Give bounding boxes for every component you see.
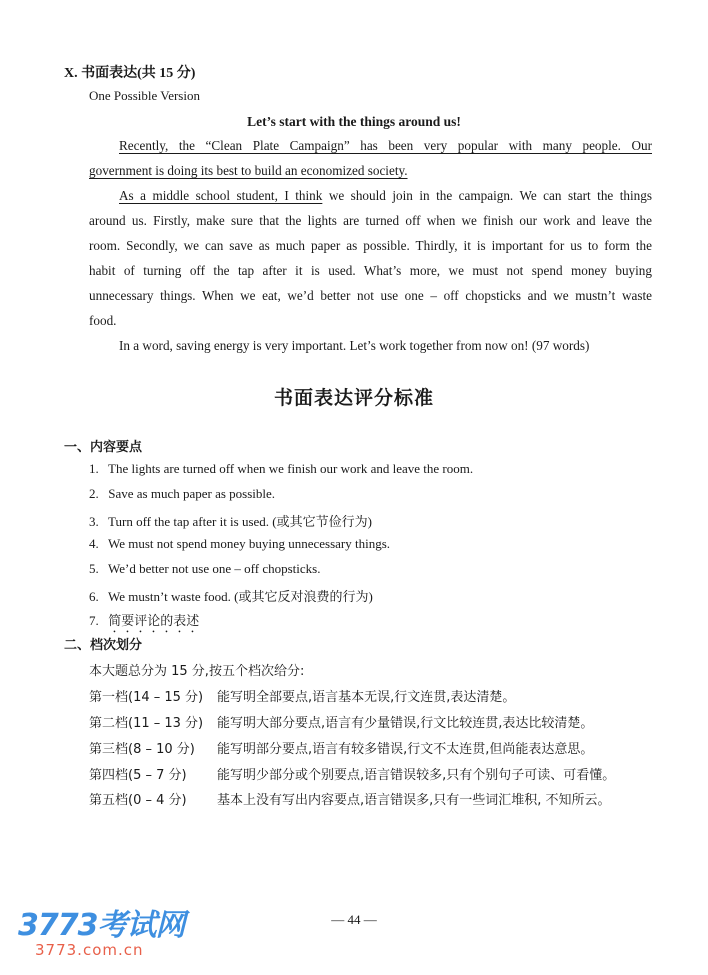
essay-title: Let’s start with the things around us!: [247, 114, 461, 129]
grading-intro: 本大题总分为 15 分,按五个档次给分:: [89, 664, 305, 679]
section-title: 书面表达(共 15 分): [81, 66, 196, 81]
underlined-text: government is doing its best to build an economized society.: [89, 163, 408, 178]
point-number: 1.: [89, 461, 99, 476]
tier-level: 第二档(11 – 13 分): [89, 716, 204, 731]
grading-tier: [89, 789, 611, 808]
content-point: [89, 610, 199, 636]
point-text: Save as much paper as possible.: [108, 486, 276, 501]
section-heading: [64, 62, 195, 82]
grading-heading: 二、档次划分: [64, 638, 143, 653]
tier-description: 能写明部分要点,语言有较多错误,行文不太连贯,但尚能表达意思。: [217, 742, 594, 757]
content-point: [89, 536, 390, 552]
tier-level: 第五档(0 – 4 分): [89, 793, 187, 808]
tier-description: 基本上没有写出内容要点,语言错误多,只有一些词汇堆积, 不知所云。: [217, 793, 611, 808]
underlined-text: As a middle school student, I think: [119, 188, 323, 203]
essay-paragraph-2: [89, 183, 652, 333]
essay-paragraph-1: [89, 133, 652, 183]
essay-line: habit of turning off the tap after it is used. What’s more, we must not spend money buying: [89, 263, 652, 278]
watermark-main-text: 3773考试网: [18, 908, 185, 943]
section-number: X.: [64, 66, 78, 81]
point-number: 6.: [89, 589, 99, 604]
tier-description: 能写明大部分要点,语言有少量错误,行文比较连贯,表达比较清楚。: [217, 716, 594, 731]
grading-tier: [89, 712, 593, 731]
point-number: 5.: [89, 561, 99, 576]
point-text: We mustn’t waste food. (或其它反对浪费的行为): [108, 589, 373, 604]
essay-line: [89, 158, 652, 183]
point-text: 简要评论的表述: [108, 613, 200, 628]
standards-title: 书面表达评分标准: [273, 387, 434, 409]
essay-line: In a word, saving energy is very important. Let’s work together from now on! (97 words): [119, 338, 590, 353]
content-point: [89, 486, 275, 502]
tier-description: 能写明全部要点,语言基本无误,行文连贯,表达清楚。: [217, 690, 516, 705]
watermark-sub-text: 3773.com.cn: [35, 941, 144, 959]
content-point: [89, 511, 372, 530]
content-point: [89, 561, 320, 577]
point-text: We’d better not use one – off chopsticks.: [108, 561, 321, 576]
point-number: 7.: [89, 613, 99, 628]
grading-tier: [89, 764, 615, 783]
tier-level: 第一档(14 – 15 分): [89, 690, 204, 705]
grading-tier: [89, 686, 515, 705]
essay-line: room. Secondly, we can save as much paper as possible. Thirdly, it is important for us to form the: [89, 238, 652, 253]
content-point: [89, 461, 473, 477]
point-text: The lights are turned off when we finish our work and leave the room.: [108, 461, 474, 476]
essay-text: we should join in the campaign. We can start the things: [322, 188, 652, 203]
content-points-heading: 一、内容要点: [64, 440, 143, 455]
point-number: 2.: [89, 486, 99, 501]
essay-line: Recently, the “Clean Plate Campaign” has been very popular with many people. Our: [119, 138, 652, 153]
point-number: 3.: [89, 514, 99, 529]
content-point: [89, 586, 373, 605]
version-label: One Possible Version: [89, 88, 200, 103]
page-number: — 44 —: [331, 912, 377, 927]
essay-line: food.: [89, 313, 117, 328]
essay-line: around us. Firstly, make sure that the lights are turned off when we finish our work and leave the: [89, 213, 652, 228]
essay-line: unnecessary things. When we eat, we’d better not use one – off chopsticks and we mustn’t waste: [89, 288, 652, 303]
tier-level: 第三档(8 – 10 分): [89, 742, 195, 757]
tier-level: 第四档(5 – 7 分): [89, 768, 187, 783]
point-text: Turn off the tap after it is used. (或其它节俭行为): [108, 514, 372, 529]
grading-tier: [89, 738, 593, 757]
point-text: We must not spend money buying unnecessary things.: [108, 536, 391, 551]
watermark-logo: [18, 908, 185, 959]
tier-description: 能写明少部分或个别要点,语言错误较多,只有个别句子可读、可看懂。: [217, 768, 616, 783]
essay-paragraph-3: [89, 333, 652, 358]
point-number: 4.: [89, 536, 99, 551]
essay-line: [89, 183, 652, 208]
